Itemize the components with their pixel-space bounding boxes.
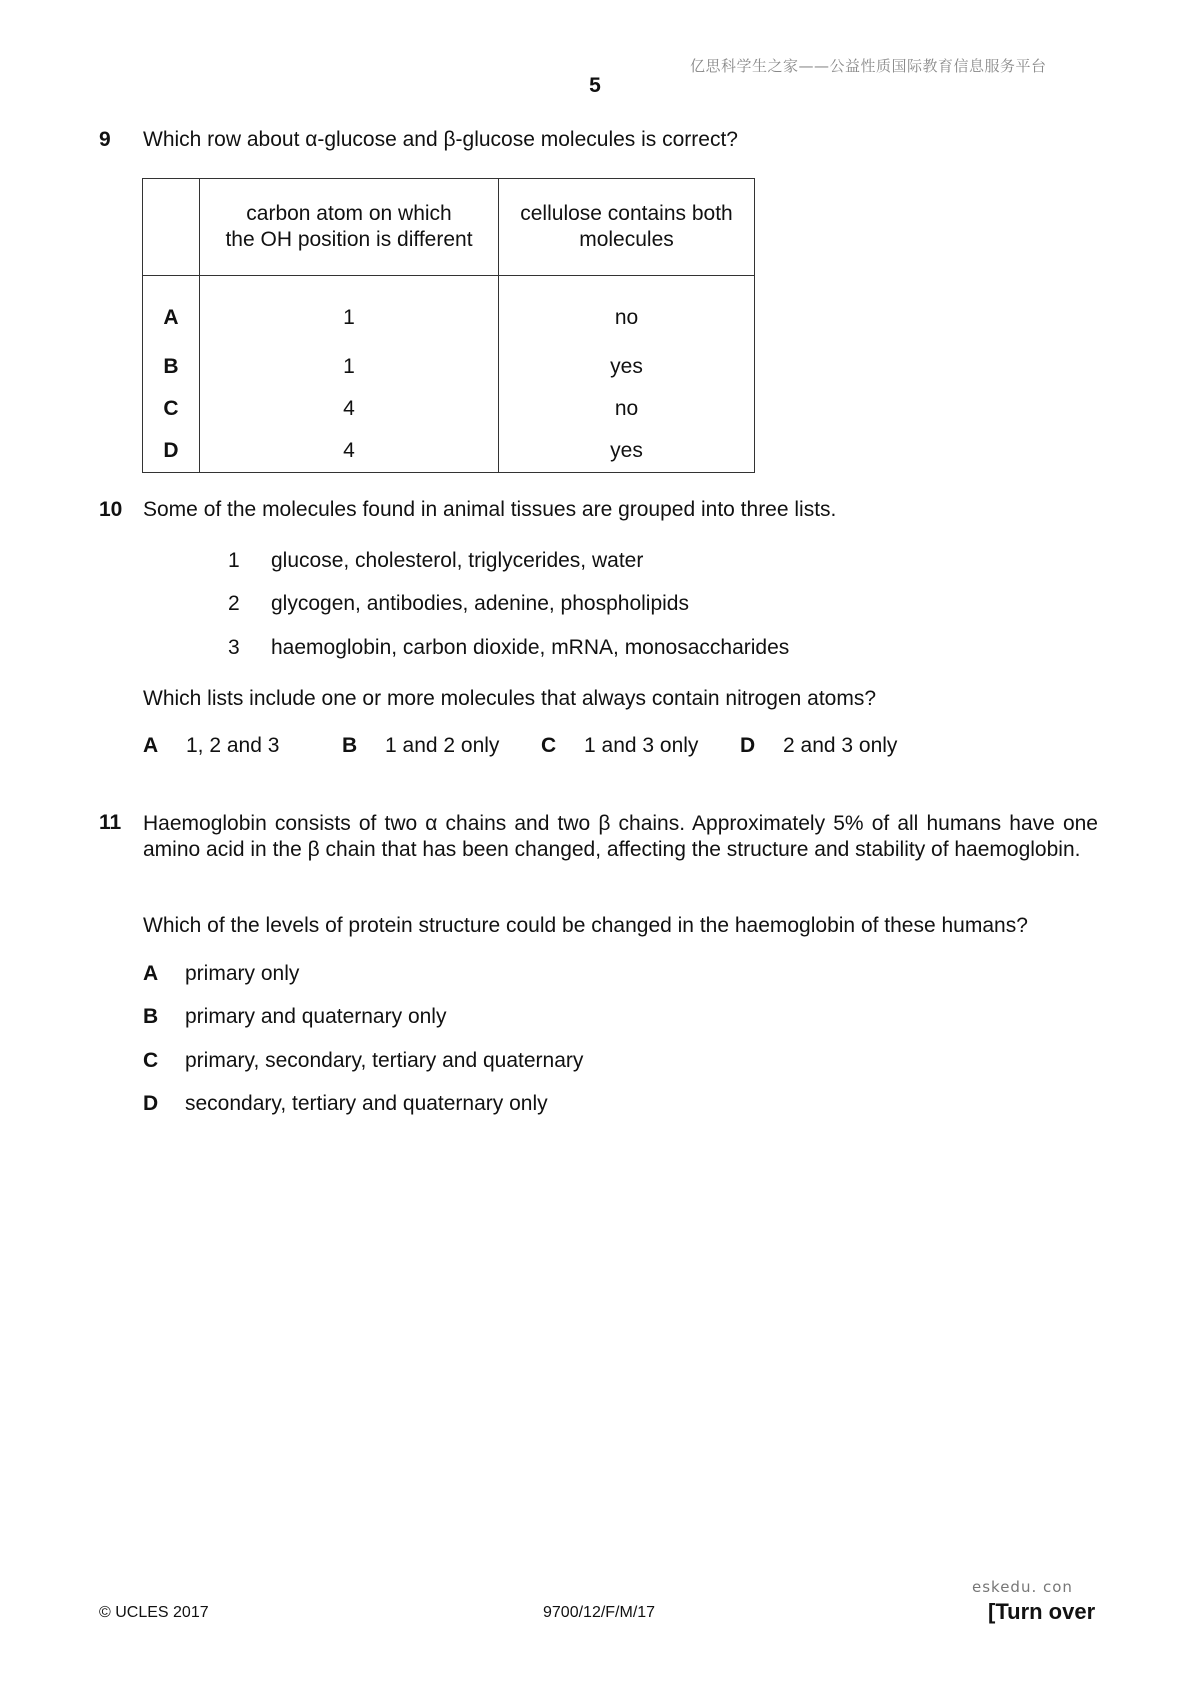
option-letter-b: B	[143, 1005, 159, 1028]
option-text-a: 1, 2 and 3	[186, 734, 280, 757]
option-letter-d: D	[740, 734, 756, 757]
table-header-cellulose: cellulose contains both molecules	[499, 179, 755, 276]
list-text: glucose, cholesterol, triglycerides, water	[271, 549, 644, 572]
watermark-text: 亿思科学生之家——公益性质国际教育信息服务平台	[690, 57, 1047, 75]
list-text: glycogen, antibodies, adenine, phospholipids	[271, 592, 689, 615]
row-carbon: 4	[200, 430, 499, 473]
table-row	[143, 388, 755, 430]
option-text-d: secondary, tertiary and quaternary only	[185, 1092, 548, 1115]
question-10-number: 10	[99, 498, 123, 521]
row-cellulose: yes	[499, 430, 755, 473]
option-letter-a: A	[143, 962, 159, 985]
row-cellulose: no	[499, 276, 755, 347]
list-text: haemoglobin, carbon dioxide, mRNA, monosaccharides	[271, 636, 790, 659]
question-10-question: Which lists include one or more molecules that always contain nitrogen atoms?	[143, 687, 877, 710]
option-text-b: 1 and 2 only	[385, 734, 500, 757]
table-row	[143, 430, 755, 473]
question-11-stem: Haemoglobin consists of two α chains and two β chains. Approximately 5% of all humans have one amino acid in the β chain that has been changed, affecting the structure and stability of haemoglobin.	[143, 812, 1098, 861]
list-number: 3	[228, 636, 240, 659]
row-letter: A	[143, 276, 200, 347]
option-letter-b: B	[342, 734, 358, 757]
question-11-number: 11	[99, 811, 122, 834]
table-header-carbon: carbon atom on which the OH position is different	[200, 179, 499, 276]
copyright: © UCLES 2017	[99, 1604, 209, 1621]
turn-over: [Turn over	[988, 1599, 1096, 1624]
option-text-b: primary and quaternary only	[185, 1005, 447, 1028]
question-9-table	[142, 178, 755, 473]
table-row	[143, 276, 755, 347]
row-cellulose: yes	[499, 346, 755, 388]
row-letter: B	[143, 346, 200, 388]
page-number: 5	[589, 74, 601, 97]
site-watermark: eskedu. con	[972, 1578, 1073, 1596]
row-letter: C	[143, 388, 200, 430]
question-9-stem: Which row about α-glucose and β-glucose molecules is correct?	[143, 128, 738, 151]
option-letter-c: C	[143, 1049, 159, 1072]
paper-code: 9700/12/F/M/17	[543, 1604, 656, 1621]
question-9-number: 9	[99, 128, 111, 151]
list-number: 2	[228, 592, 240, 615]
option-text-a: primary only	[185, 962, 300, 985]
option-text-d: 2 and 3 only	[783, 734, 898, 757]
row-carbon: 4	[200, 388, 499, 430]
option-letter-c: C	[541, 734, 557, 757]
option-letter-d: D	[143, 1092, 159, 1115]
table-row	[143, 346, 755, 388]
table-header-empty	[143, 179, 200, 276]
table-header-row	[143, 179, 755, 276]
question-11-question: Which of the levels of protein structure could be changed in the haemoglobin of these humans?	[143, 914, 1028, 937]
question-10-stem: Some of the molecules found in animal tissues are grouped into three lists.	[143, 498, 837, 521]
option-letter-a: A	[143, 734, 159, 757]
row-carbon: 1	[200, 276, 499, 347]
option-text-c: primary, secondary, tertiary and quaternary	[185, 1049, 584, 1072]
option-text-c: 1 and 3 only	[584, 734, 699, 757]
row-letter: D	[143, 430, 200, 473]
row-cellulose: no	[499, 388, 755, 430]
row-carbon: 1	[200, 346, 499, 388]
list-number: 1	[228, 549, 240, 572]
